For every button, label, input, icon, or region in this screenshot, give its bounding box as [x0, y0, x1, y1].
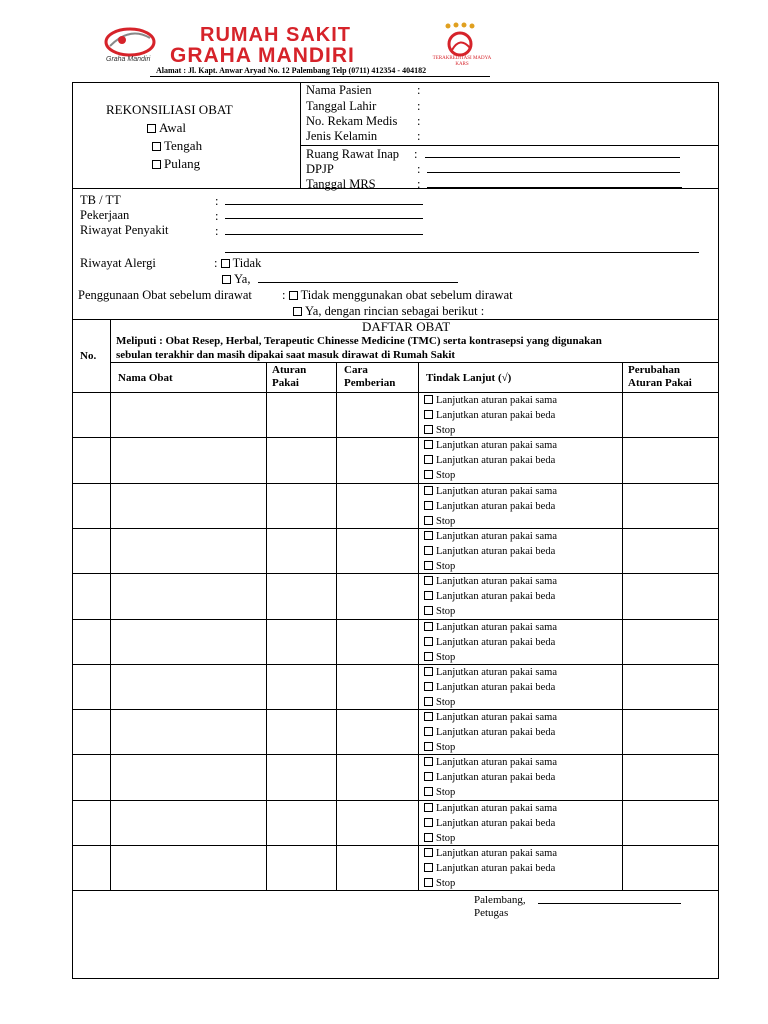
column-perubahan-2: Aturan Pakai — [628, 377, 692, 389]
option-label: Lanjutkan aturan pakai sama — [436, 395, 557, 406]
meliputi-line2: sebulan terakhir dan masih dipakai saat masuk dirawat di Rumah Sakit — [116, 349, 456, 361]
colon: : — [417, 83, 421, 97]
option-label: Lanjutkan aturan pakai beda — [436, 682, 556, 693]
column-tindak-lanjut: Tindak Lanjut (√) — [426, 372, 512, 384]
tindak-lanjut-option[interactable] — [424, 604, 557, 619]
rekonsiliasi-title: REKONSILIASI OBAT — [106, 102, 233, 117]
option-label: Lanjutkan aturan pakai sama — [436, 622, 557, 633]
checkbox-icon[interactable] — [424, 803, 433, 812]
option-label: Lanjutkan aturan pakai sama — [436, 486, 557, 497]
checkbox-icon[interactable] — [424, 848, 433, 857]
colon: : — [414, 147, 418, 161]
tindak-lanjut-option[interactable] — [424, 740, 557, 755]
row-divider — [72, 573, 719, 574]
row-divider — [72, 528, 719, 529]
tindak-lanjut-option[interactable] — [424, 438, 557, 453]
checkbox-icon[interactable] — [424, 606, 433, 615]
tindak-lanjut-option[interactable] — [424, 755, 557, 770]
tindak-lanjut-option[interactable] — [424, 695, 557, 710]
col-divider-aturan — [336, 362, 337, 890]
tindak-lanjut-option[interactable] — [424, 680, 557, 695]
tindak-lanjut-option[interactable] — [424, 468, 557, 483]
option-awal[interactable] — [147, 121, 186, 135]
tindak-lanjut-option[interactable] — [424, 620, 557, 635]
col-divider-nama — [266, 362, 267, 890]
checkbox-icon[interactable] — [424, 440, 433, 449]
option-label: Lanjutkan aturan pakai beda — [436, 637, 556, 648]
colon: : — [282, 288, 286, 302]
label-pekerjaan: Pekerjaan — [80, 208, 130, 222]
checkbox-icon[interactable] — [424, 410, 433, 419]
tindak-lanjut-option[interactable] — [424, 650, 557, 665]
option-label: Stop — [436, 470, 456, 481]
tindak-lanjut-option[interactable] — [424, 453, 557, 468]
header-divider — [150, 76, 490, 77]
tindak-lanjut-option[interactable] — [424, 544, 557, 559]
footer-petugas: Petugas — [474, 907, 509, 919]
tindak-lanjut-option[interactable] — [424, 665, 557, 680]
option-label: Stop — [436, 742, 456, 753]
option-label: Pulang — [164, 156, 201, 171]
checkbox-icon[interactable] — [424, 501, 433, 510]
option-label: Lanjutkan aturan pakai beda — [436, 772, 556, 783]
patient-divider — [300, 145, 719, 146]
option-label: Lanjutkan aturan pakai beda — [436, 818, 556, 829]
checkbox-icon[interactable] — [293, 307, 302, 316]
tindak-lanjut-option[interactable] — [424, 408, 557, 423]
table-row — [424, 529, 557, 574]
option-label: Lanjutkan aturan pakai sama — [436, 757, 557, 768]
colon: : — [215, 209, 219, 223]
option-label: Tengah — [164, 138, 203, 153]
alergi-ya-input[interactable] — [258, 282, 458, 283]
option-label: Lanjutkan aturan pakai beda — [436, 591, 556, 602]
option-label: Stop — [436, 606, 456, 617]
option-label: Ya, dengan rincian sebagai berikut : — [305, 304, 485, 318]
checkbox-icon[interactable] — [289, 291, 298, 300]
table-bottom — [72, 890, 719, 891]
checkbox-icon[interactable] — [424, 682, 433, 691]
table-row — [424, 393, 557, 438]
option-pulang[interactable] — [152, 157, 200, 171]
field-ruang-rawat-inap: Ruang Rawat Inap — [306, 147, 400, 161]
column-nama-obat: Nama Obat — [118, 372, 173, 384]
row-divider — [72, 800, 719, 801]
option-label: Lanjutkan aturan pakai beda — [436, 546, 556, 557]
option-label: Lanjutkan aturan pakai sama — [436, 531, 557, 542]
colon: : — [417, 129, 421, 143]
checkbox-icon[interactable] — [424, 742, 433, 751]
column-cara-2: Pemberian — [344, 377, 396, 389]
option-label: Awal — [159, 120, 186, 135]
checkbox-icon[interactable] — [424, 652, 433, 661]
table-row — [424, 801, 557, 846]
field-no-rekam-medis: No. Rekam Medis — [306, 114, 398, 128]
option-label: Lanjutkan aturan pakai sama — [436, 712, 557, 723]
riwayat-penyakit-input[interactable] — [225, 234, 423, 235]
tindak-lanjut-option[interactable] — [424, 876, 557, 891]
checkbox-icon[interactable] — [424, 531, 433, 540]
column-perubahan-1: Perubahan — [628, 364, 680, 376]
option-label: Stop — [436, 652, 456, 663]
option-label: Stop — [436, 878, 456, 889]
colon: : — [417, 114, 421, 128]
option-label: Lanjutkan aturan pakai beda — [436, 727, 556, 738]
alergi-ya[interactable] — [222, 272, 250, 286]
col-divider-cara — [418, 362, 419, 890]
top-section-bottom — [72, 188, 719, 189]
table-row — [424, 438, 557, 483]
table-row — [424, 846, 557, 891]
row-divider — [72, 619, 719, 620]
checkbox-icon[interactable] — [424, 818, 433, 827]
row-divider — [72, 483, 719, 484]
tindak-lanjut-option[interactable] — [424, 484, 557, 499]
colon: : — [417, 177, 421, 191]
checkbox-icon[interactable] — [424, 425, 433, 434]
checkbox-icon[interactable] — [424, 546, 433, 555]
label-tb-tt: TB / TT — [80, 193, 121, 207]
logo-left — [100, 22, 160, 72]
tanggal-mrs-input[interactable] — [427, 187, 682, 188]
option-label: Lanjutkan aturan pakai beda — [436, 863, 556, 874]
label-penggunaan: Penggunaan Obat sebelum dirawat — [78, 288, 252, 302]
row-divider — [72, 754, 719, 755]
footer-palembang: Palembang, — [474, 894, 526, 906]
checkbox-icon[interactable] — [424, 727, 433, 736]
checkbox-icon[interactable] — [424, 395, 433, 404]
field-jenis-kelamin: Jenis Kelamin — [306, 129, 378, 143]
colon: : — [417, 162, 421, 176]
ruang-rawat-input[interactable] — [425, 157, 680, 158]
option-label: Lanjutkan aturan pakai beda — [436, 410, 556, 421]
tindak-lanjut-option[interactable] — [424, 831, 557, 846]
colon: : — [214, 256, 218, 270]
checkbox-icon[interactable] — [424, 561, 433, 570]
table-row — [424, 574, 557, 619]
field-tanggal-lahir: Tanggal Lahir — [306, 99, 377, 113]
option-label: Lanjutkan aturan pakai sama — [436, 848, 557, 859]
tindak-lanjut-option[interactable] — [424, 770, 557, 785]
penggunaan-opt2[interactable] — [293, 304, 484, 318]
table-header-bottom — [110, 362, 719, 363]
checkbox-icon[interactable] — [222, 275, 231, 284]
hospital-name-line1: RUMAH SAKIT — [200, 24, 351, 46]
colon: : — [215, 194, 219, 208]
option-label: Tidak — [232, 256, 262, 270]
field-tanggal-mrs: Tanggal MRS — [306, 177, 376, 191]
checkbox-icon[interactable] — [424, 470, 433, 479]
option-label: Stop — [436, 787, 456, 798]
tindak-lanjut-option[interactable] — [424, 846, 557, 861]
checkbox-icon[interactable] — [424, 772, 433, 781]
option-label: Stop — [436, 561, 456, 572]
row-divider — [72, 664, 719, 665]
daftar-obat-title: DAFTAR OBAT — [362, 319, 451, 334]
option-label: Ya, — [234, 272, 251, 286]
tindak-lanjut-option[interactable] — [424, 529, 557, 544]
column-cara-1: Cara — [344, 364, 368, 376]
option-label: Lanjutkan aturan pakai beda — [436, 455, 556, 466]
tindak-lanjut-option[interactable] — [424, 801, 557, 816]
column-no: No. — [80, 350, 97, 362]
penggunaan-opt1[interactable] — [282, 288, 513, 302]
hospital-address: Alamat : Jl. Kapt. Anwar Aryad No. 12 Palembang Telp (0711) 412354 - 404182 — [156, 66, 427, 75]
tindak-lanjut-option[interactable] — [424, 816, 557, 831]
checkbox-icon[interactable] — [424, 622, 433, 631]
table-row — [424, 755, 557, 800]
tindak-lanjut-option[interactable] — [424, 514, 557, 529]
option-label: Stop — [436, 833, 456, 844]
checkbox-icon[interactable] — [424, 591, 433, 600]
checkbox-icon[interactable] — [424, 697, 433, 706]
option-label: Lanjutkan aturan pakai beda — [436, 501, 556, 512]
row-divider — [72, 709, 719, 710]
tindak-lanjut-option[interactable] — [424, 559, 557, 574]
colon: : — [417, 99, 421, 113]
tindak-lanjut-option[interactable] — [424, 710, 557, 725]
alergi-tidak[interactable] — [214, 256, 261, 270]
option-label: Lanjutkan aturan pakai sama — [436, 440, 557, 451]
dpjp-input[interactable] — [427, 172, 680, 173]
tindak-lanjut-option[interactable] — [424, 785, 557, 800]
checkbox-icon[interactable] — [424, 486, 433, 495]
checkbox-icon[interactable] — [152, 160, 161, 169]
checkbox-icon[interactable] — [147, 124, 156, 133]
colon: : — [215, 224, 219, 238]
table-row — [424, 484, 557, 529]
tindak-lanjut-option[interactable] — [424, 589, 557, 604]
checkbox-icon[interactable] — [424, 878, 433, 887]
checkbox-icon[interactable] — [424, 712, 433, 721]
palembang-date-input[interactable] — [538, 903, 681, 904]
tindak-lanjut-option[interactable] — [424, 861, 557, 876]
checkbox-icon[interactable] — [424, 787, 433, 796]
col-divider-no — [110, 319, 111, 890]
column-aturan-2: Pakai — [272, 377, 299, 389]
field-dpjp: DPJP — [306, 162, 334, 176]
meliputi-text: Obat Resep, Herbal, Terapeutic Chinesse Medicine (TMC) serta kontrasepsi yang digunakan — [165, 335, 602, 347]
meliputi-line1 — [116, 335, 602, 347]
top-vertical-divider — [300, 82, 301, 188]
field-nama-pasien: Nama Pasien — [306, 83, 372, 97]
row-divider — [72, 437, 719, 438]
pekerjaan-input[interactable] — [225, 218, 423, 219]
label-riwayat-alergi: Riwayat Alergi — [80, 256, 156, 270]
checkbox-icon[interactable] — [424, 576, 433, 585]
tindak-lanjut-option[interactable] — [424, 423, 557, 438]
checkbox-icon[interactable] — [424, 637, 433, 646]
option-label: Lanjutkan aturan pakai sama — [436, 803, 557, 814]
riwayat-penyakit-input-2[interactable] — [225, 252, 699, 253]
tb-tt-input[interactable] — [225, 204, 423, 205]
option-label: Stop — [436, 425, 456, 436]
row-divider — [72, 845, 719, 846]
option-tengah[interactable] — [152, 139, 202, 153]
checkbox-icon[interactable] — [424, 863, 433, 872]
checkbox-icon[interactable] — [221, 259, 230, 268]
option-label: Lanjutkan aturan pakai sama — [436, 576, 557, 587]
label-riwayat-penyakit: Riwayat Penyakit — [80, 223, 169, 237]
logo-right-caption: TERAKREDITASI MADYA KARS — [432, 56, 492, 67]
column-aturan-1: Aturan — [272, 364, 307, 376]
checkbox-icon[interactable] — [424, 667, 433, 676]
checkbox-icon[interactable] — [152, 142, 161, 151]
checkbox-icon[interactable] — [424, 455, 433, 464]
option-label: Stop — [436, 697, 456, 708]
option-label: Stop — [436, 516, 456, 527]
option-label: Lanjutkan aturan pakai sama — [436, 667, 557, 678]
hospital-name-line2: GRAHA MANDIRI — [170, 44, 355, 67]
logo-right — [430, 22, 490, 67]
meliputi-label: Meliputi : — [116, 335, 163, 347]
tindak-lanjut-option[interactable] — [424, 635, 557, 650]
checkbox-icon[interactable] — [424, 833, 433, 842]
option-label: Tidak menggunakan obat sebelum dirawat — [300, 288, 513, 302]
tindak-lanjut-option[interactable] — [424, 725, 557, 740]
col-divider-tindak — [622, 362, 623, 890]
checkbox-icon[interactable] — [424, 516, 433, 525]
logo-left-caption: Graha Mandiri — [106, 56, 151, 63]
tindak-lanjut-option[interactable] — [424, 499, 557, 514]
table-row — [424, 665, 557, 710]
table-row — [424, 620, 557, 665]
checkbox-icon[interactable] — [424, 757, 433, 766]
table-row — [424, 710, 557, 755]
tindak-lanjut-option[interactable] — [424, 574, 557, 589]
tindak-lanjut-option[interactable] — [424, 393, 557, 408]
